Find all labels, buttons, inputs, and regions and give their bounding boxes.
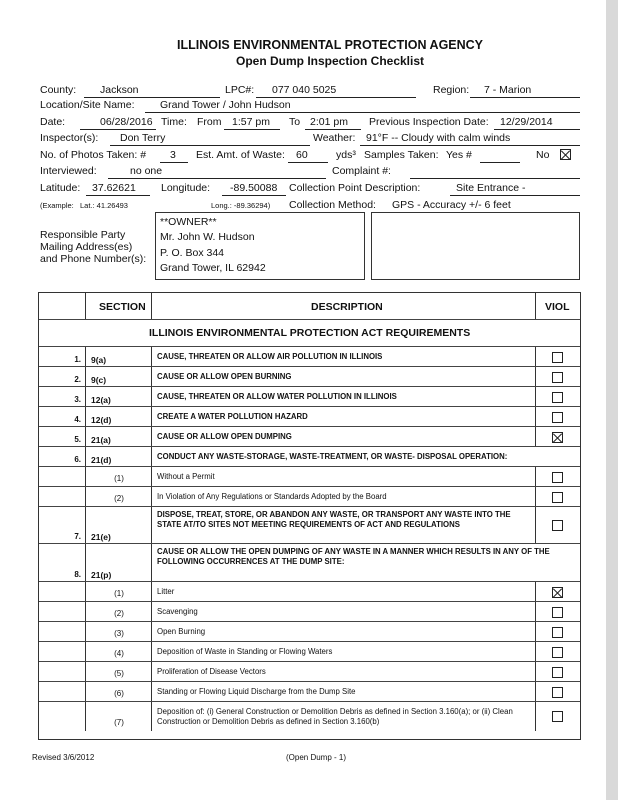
collection-method-label: Collection Method: [289,199,376,211]
second-party-box[interactable] [371,212,580,280]
samples-no-label: No [536,149,550,161]
row-description: Litter [157,587,175,596]
row-number: 1. [74,355,81,364]
row-subsection: (4) [114,649,124,658]
row-section: 21(a) [91,435,111,445]
row-number: 4. [74,415,81,424]
table-row [39,366,580,386]
table-row [39,581,580,601]
interviewed-label: Interviewed: [40,165,97,177]
date-label: Date: [40,116,66,128]
viol-checkbox[interactable] [552,627,563,638]
responsible-label-3: and Phone Number(s): [40,253,147,265]
col-viol-header: VIOL [545,301,570,313]
row-section: 12(d) [91,415,112,425]
table-row [39,543,580,581]
row-description: CONDUCT ANY WASTE-STORAGE, WASTE-TREATMENT, OR WASTE- DISPOSAL OPERATION: [157,452,508,461]
owner-line-2: Mr. John W. Hudson [160,231,255,243]
photos-label: No. of Photos Taken: # [40,149,147,161]
viol-checkbox[interactable] [552,412,563,423]
waste-label: Est. Amt. of Waste: [196,149,285,161]
act-heading: ILLINOIS ENVIRONMENTAL PROTECTION ACT REQUIREMENTS [149,327,471,339]
table-row [39,346,580,366]
viol-checkbox[interactable] [552,372,563,383]
county-label: County: [40,84,77,96]
viol-checkbox[interactable] [552,587,563,598]
row-description: Without a Permit [157,472,215,481]
lpc-value[interactable]: 077 040 5025 [272,84,337,96]
waste-value[interactable]: 60 [296,149,308,161]
row-section: 21(p) [91,570,112,580]
row-section: 12(a) [91,395,111,405]
time-to-label: To [289,116,301,128]
weather-label: Weather: [313,132,356,144]
revised-date: Revised 3/6/2012 [32,753,95,762]
page-edge [606,0,618,800]
owner-line-4: Grand Tower, IL 62942 [160,262,266,274]
row-section: 9(a) [91,355,107,365]
collection-point-value[interactable]: Site Entrance - [456,182,526,194]
table-row [39,466,580,486]
row-description: Standing or Flowing Liquid Discharge from the Dump Site [157,687,356,696]
row-description: Proliferation of Disease Vectors [157,667,266,676]
row-description: CREATE A WATER POLLUTION HAZARD [157,412,308,421]
col-section-header: SECTION [99,301,146,313]
example-lat: Lat.: 41.26493 [80,201,128,210]
row-description: Deposition of Waste in Standing or Flowing Waters [157,647,333,656]
col-description-header: DESCRIPTION [311,301,383,313]
previous-inspection-label: Previous Inspection Date: [369,116,489,128]
row-subsection: (1) [114,474,124,483]
viol-checkbox[interactable] [552,687,563,698]
responsible-label-1: Responsible Party [40,229,126,241]
row-section: 9(c) [91,375,107,385]
row-subsection: (6) [114,689,124,698]
row-number: 3. [74,395,81,404]
row-subsection: (7) [114,718,124,727]
region-value[interactable]: 7 - Marion [484,84,532,96]
viol-checkbox[interactable] [552,492,563,503]
row-number: 7. [74,532,81,541]
row-description: DISPOSE, TREAT, STORE, OR ABANDON ANY WASTE, OR TRANSPORT ANY WASTE INTO THE STATE AT/TO SITES NOT MEETING REQUIREMENTS OF ACT AND REGULATIONS [157,510,511,529]
row-description: In Violation of Any Regulations or Standards Adopted by the Board [157,492,387,501]
viol-checkbox[interactable] [552,607,563,618]
agency-title: ILLINOIS ENVIRONMENTAL PROTECTION AGENCY [176,38,484,52]
time-from-label: From [197,116,222,128]
table-row [39,641,580,661]
viol-checkbox[interactable] [552,432,563,443]
row-number: 2. [74,375,81,384]
viol-checkbox[interactable] [552,520,563,531]
responsible-label-2: Mailing Address(es) [40,241,133,253]
table-row [39,426,580,446]
latitude-value[interactable]: 37.62621 [92,182,136,194]
row-subsection: (2) [114,494,124,503]
viol-checkbox[interactable] [552,352,563,363]
row-description: Open Burning [157,627,206,636]
longitude-label: Longitude: [161,182,211,194]
complaint-label: Complaint #: [332,165,391,177]
latitude-label: Latitude: [40,182,81,194]
row-subsection: (1) [114,589,124,598]
row-number: 5. [74,435,81,444]
row-section: 21(d) [91,455,112,465]
photos-value[interactable]: 3 [170,149,176,161]
previous-inspection-value[interactable]: 12/29/2014 [500,116,553,128]
table-row [39,681,580,701]
date-value[interactable]: 06/28/2016 [100,116,153,128]
inspector-label: Inspector(s): [40,132,99,144]
region-label: Region: [433,84,470,96]
row-description: CAUSE, THREATEN OR ALLOW AIR POLLUTION IN ILLINOIS [157,352,383,361]
example-long: Long.: -89.36294) [211,201,271,210]
table-row [39,661,580,681]
row-description: Deposition of: (i) General Construction or Demolition Debris as defined in Section 3.160(a); or (ii) Clean Construction or Demolition Debris as defined in Section 3.160(b) [157,707,513,726]
viol-checkbox[interactable] [552,647,563,658]
viol-checkbox[interactable] [552,472,563,483]
table-row [39,446,580,466]
row-description: CAUSE OR ALLOW OPEN BURNING [157,372,292,381]
inspector-value[interactable]: Don Terry [120,132,166,144]
time-from-value[interactable]: 1:57 pm [232,116,270,128]
table-row [39,701,580,730]
row-section: 21(e) [91,532,111,542]
longitude-value[interactable]: -89.50088 [230,182,278,194]
table-row [39,621,580,641]
viol-checkbox[interactable] [552,711,563,722]
form-title: Open Dump Inspection Checklist [235,54,425,68]
table-row [39,486,580,506]
row-subsection: (2) [114,609,124,618]
collection-method-value[interactable]: GPS - Accuracy +/- 6 feet [392,199,511,211]
lpc-label: LPC#: [225,84,255,96]
table-row [39,601,580,621]
row-description: Scavenging [157,607,198,616]
samples-label: Samples Taken: [364,149,439,161]
row-description: CAUSE OR ALLOW OPEN DUMPING [157,432,292,441]
samples-no-checkbox[interactable] [560,149,571,160]
row-description: CAUSE, THREATEN OR ALLOW WATER POLLUTION IN ILLINOIS [157,392,397,401]
time-to-value[interactable]: 2:01 pm [310,116,348,128]
row-number: 6. [74,455,81,464]
table-row [39,406,580,426]
table-row [39,386,580,406]
act-heading-row [39,319,580,346]
row-subsection: (5) [114,669,124,678]
interviewed-value[interactable]: no one [130,165,163,177]
row-subsection: (3) [114,629,124,638]
example-label: (Example: [40,201,74,210]
waste-unit: yds³ [336,149,356,161]
row-number: 8. [74,570,81,579]
table-row [39,506,580,543]
viol-checkbox[interactable] [552,392,563,403]
owner-line-3: P. O. Box 344 [160,247,225,259]
owner-line-1: **OWNER** [160,216,217,228]
page-label: (Open Dump - 1) [286,753,347,762]
viol-checkbox[interactable] [552,667,563,678]
row-description: CAUSE OR ALLOW THE OPEN DUMPING OF ANY WASTE IN A MANNER WHICH RESULTS IN ANY OF THE FOLLOWING OCCURRENCES AT THE DUMP SITE: [157,547,550,566]
time-label: Time: [161,116,187,128]
location-value[interactable]: Grand Tower / John Hudson [160,99,291,111]
samples-yes-label: Yes # [446,149,472,161]
location-label: Location/Site Name: [40,99,135,111]
collection-point-label: Collection Point Description: [289,182,421,194]
county-value[interactable]: Jackson [100,84,139,96]
weather-value[interactable]: 91°F -- Cloudy with calm winds [366,132,511,144]
requirements-table [38,292,581,740]
